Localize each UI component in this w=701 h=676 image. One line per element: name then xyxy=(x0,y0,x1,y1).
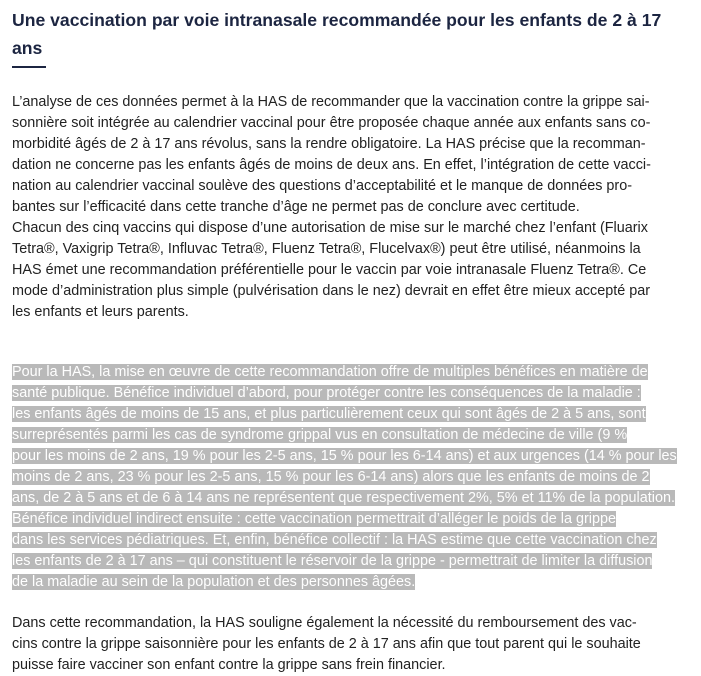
article-heading: Une vaccination par voie intranasale recommandée pour les enfants de 2 à 17 ans xyxy=(12,10,662,58)
article xyxy=(12,0,696,676)
paragraph-reimbursement: Dans cette recommandation, la HAS souligne également la nécessité du remboursement des vac- cins contre la grippe saisonnière pour les enfants de 2 à 17 ans afin que tout parent qui le souhaite puisse faire vacciner son enfant contre la grippe sans frein financier. xyxy=(12,615,641,673)
highlighted-text: Pour la HAS, la mise en œuvre de cette recommandation offre de multiples bénéfices en matière de santé publique. Bénéfice individuel d’abord, pour protéger contre les conséquences de la maladie : les enfants âgés de moins de 15 ans, et plus particulièrement ceux qui sont âgés de 2 à 5 ans, sont surreprésentés parmi les cas de syndrome grippal vus en consultation de médecine de ville (9 % pour les moins de 2 ans, 19 % pour les 2-5 ans, 15 % pour les 6-14 ans) et aux urgences (14 % pour les moins de 2 ans, 23 % pour les 2-5 ans, 15 % pour les 6-14 ans) alors que les enfants de moins de 2 ans, de 2 à 5 ans et de 6 à 14 ans ne représentent que respectivement 2%, 5% et 11% de la population. Bénéfice individuel indirect ensuite : cette vaccination permettrait d’alléger le poids de la grippe dans les services pédiatriques. Et, enfin, bénéfice collectif : la HAS estime que cette vaccination chez les enfants de 2 à 17 ans – qui constituent le réservoir de la grippe - permettrait de limiter la diffusion de la maladie au sein de la population et des personnes âgées. xyxy=(12,364,677,590)
paragraph-analysis: L’analyse de ces données permet à la HAS de recommander que la vaccination contre la grippe sai- sonnière soit intégrée au calendrier vaccinal pour être proposée chaque année aux enfants sans co- morbidité âgés de 2 à 17 ans révolus, sans la rendre obligatoire. La HAS précise que la recomman- dation ne concerne pas les enfants âgés de moins de deux ans. En effet, l’intégration de cette vacci- nation au calendrier vaccinal soulève des questions d’acceptabilité et le manque de données pro- bantes sur l’efficacité dans cette tranche d’âge ne permet pas de conclure avec certitude. xyxy=(12,94,651,215)
heading-underline xyxy=(12,66,46,68)
paragraph-benefits xyxy=(12,341,696,593)
paragraph-vaccines: Chacun des cinq vaccins qui dispose d’une autorisation de mise sur le marché chez l’enfant (Fluarix Tetra®, Vaxigrip Tetra®, Influvac Tetra®, Fluenz Tetra®, Flucelvax®) peut être utilisé, néanmoins la HAS émet une recommandation préférentielle pour le vaccin par voie intranasale Fluenz Tetra®. Ce mode d’administration plus simple (pulvérisation dans le nez) devrait en effet être mieux accepté par les enfants et leurs parents. xyxy=(12,220,651,320)
